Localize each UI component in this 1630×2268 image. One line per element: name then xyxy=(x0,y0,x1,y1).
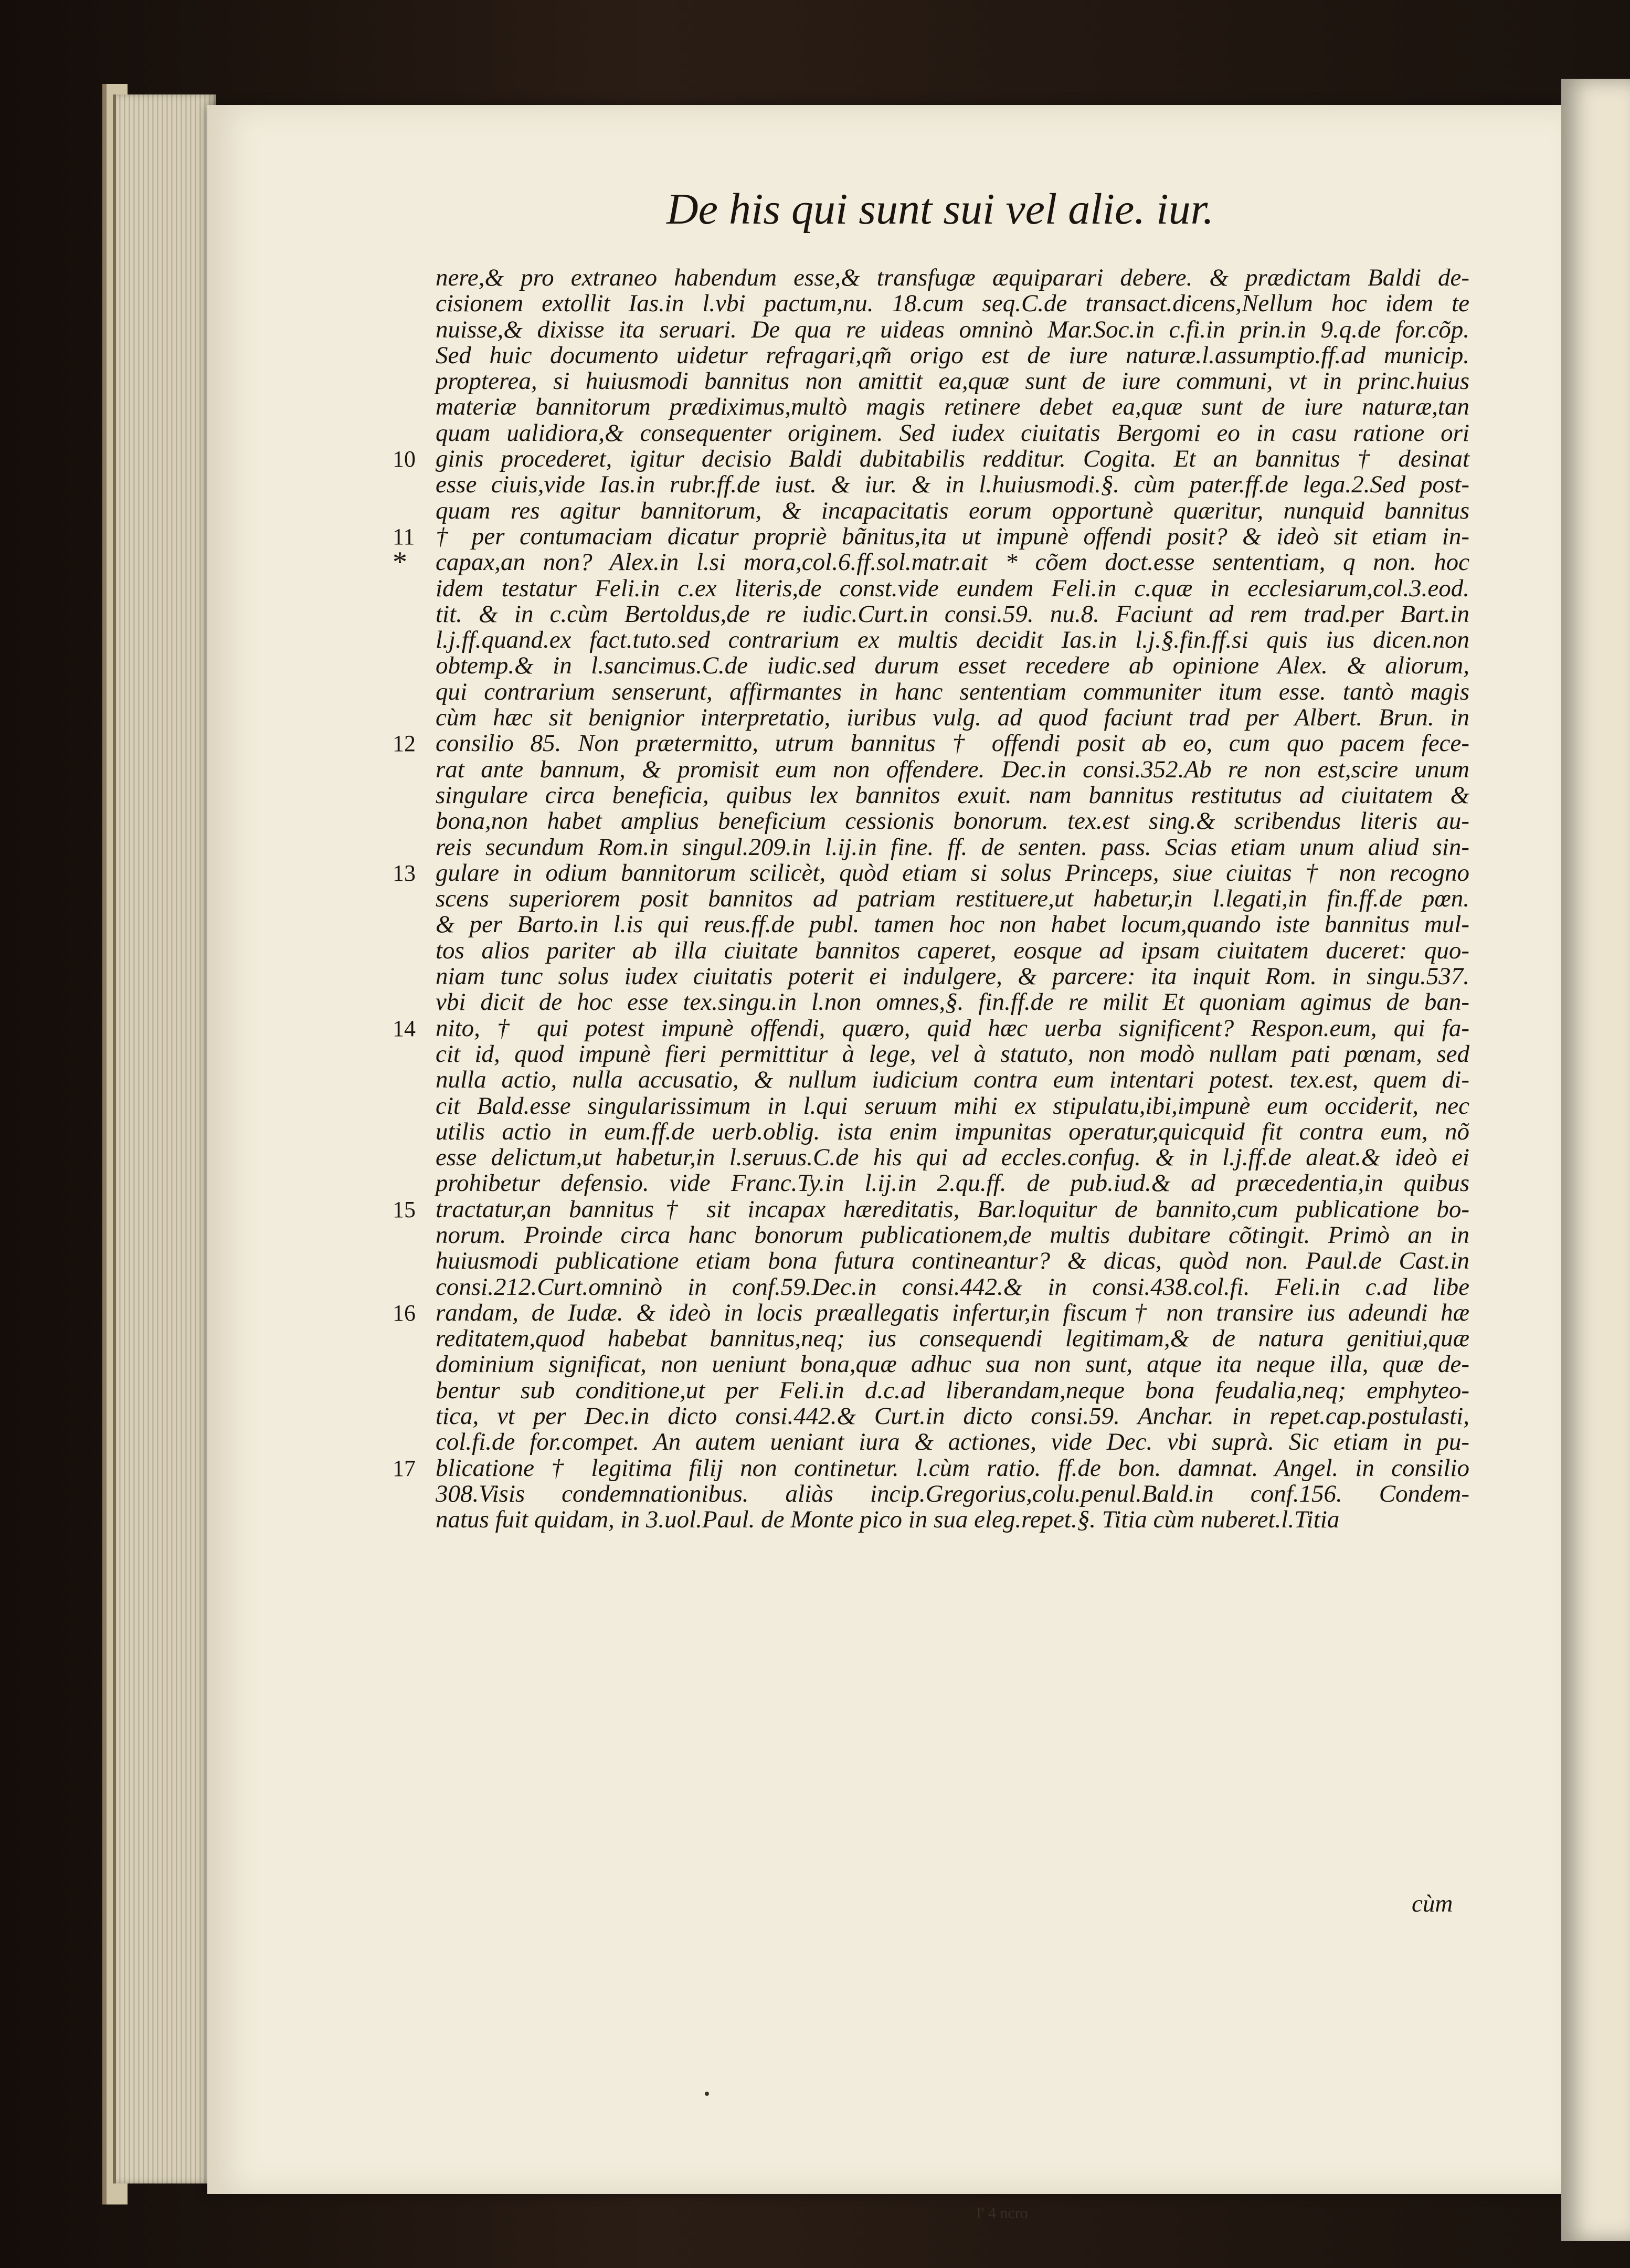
line-text: natus fuit quidam, in 3.uol.Paul. de Monte pico in sua eleg.repet.§. Titia cùm nuberet.l.Titia xyxy=(436,1506,1340,1534)
text-line xyxy=(436,343,1469,368)
text-line xyxy=(436,1507,1469,1533)
line-text: cùm hæc sit benignior interpretatio, iuribus vulg. ad quod faciunt trad per Albert. Brun. in xyxy=(436,704,1469,732)
text-line xyxy=(436,989,1469,1015)
line-text: quam res agitur bannitorum, & incapacitatis eorum opportunè quæritur, nunquid bannitus xyxy=(436,497,1469,524)
line-text: ginis procederet, igitur decisio Baldi dubitabilis redditur. Cogita. Et an bannitus † desinat xyxy=(436,445,1469,473)
line-text: 308.Visis condemnationibus. aliàs incip.Gregorius,colu.penul.Bald.in conf.156. Condem- xyxy=(436,1480,1469,1507)
line-text: capax,an non? Alex.in l.si mora,col.6.ff.sol.matr.ait * cõem doct.esse sententiam, q non. hoc xyxy=(436,548,1469,576)
line-text: gulare in odium bannitorum scilicèt, quòd etiam si solus Princeps, siue ciuitas † non recogno xyxy=(436,859,1469,887)
line-text: propterea, si huiusmodi bannitus non amittit ea,quæ sunt de iure communi, vt in princ.huius xyxy=(436,367,1469,395)
line-text: obtemp.& in l.sancimus.C.de iudic.sed durum esset recedere ab opinione Alex. & aliorum, xyxy=(436,652,1469,680)
line-text: niam tunc solus iudex ciuitatis poterit ei indulgere, & parcere: ita inquit Rom. in singu.537. xyxy=(436,963,1469,990)
text-line xyxy=(436,783,1469,808)
line-text: cisionem extollit Ias.in l.vbi pactum,nu. 18.cum seq.C.de transact.dicens,Nellum hoc idem te xyxy=(436,290,1469,318)
text-line xyxy=(393,445,1469,473)
line-text: & per Barto.in l.is qui reus.ff.de publ. tamen hoc non habet locum,quando iste bannitus mul- xyxy=(436,911,1469,938)
text-line xyxy=(393,730,1469,757)
ink-dot xyxy=(705,2092,709,2096)
line-text: tos alios pariter ab illa ciuitate bannitos caperet, eosque ad ipsam ciuitatem duceret: quo- xyxy=(436,936,1469,964)
text-line xyxy=(436,1352,1469,1377)
text-line xyxy=(436,472,1469,498)
line-text: utilis actio in eum.ff.de uerb.oblig. ista enim impunitas operatur,quicquid fit contra eum, nõ xyxy=(436,1117,1469,1145)
line-text: nito, † qui potest impunè offendi, quæro, quid hæc uerba significent? Respon.eum, qui fa- xyxy=(436,1014,1469,1042)
text-line xyxy=(436,627,1469,653)
text-line xyxy=(436,808,1469,834)
line-text: norum. Proinde circa hanc bonorum publicationem,de multis dubitare cõtingit. Primò an in xyxy=(436,1221,1469,1249)
text-line xyxy=(436,1429,1469,1455)
line-text: † per contumaciam dicatur propriè bãnitus,ita ut impunè offendi posit? & ideò sit etiam in- xyxy=(436,522,1469,550)
text-line xyxy=(436,912,1469,937)
text-line xyxy=(436,705,1469,731)
text-line xyxy=(436,1222,1469,1248)
line-text: bentur sub conditione,ut per Feli.in d.c.ad liberandam,neque bona feudalia,neq; emphyteo- xyxy=(436,1376,1469,1404)
text-line xyxy=(436,757,1469,783)
signature-mark: I' 4 ncro xyxy=(976,2204,1028,2222)
margin-number: 12 xyxy=(393,731,416,757)
text-line xyxy=(436,291,1469,317)
line-text: col.fi.de for.compet. An autem ueniant iura & actiones, vide Dec. vbi suprà. Sic etiam in pu- xyxy=(436,1428,1469,1456)
margin-number: 14 xyxy=(393,1015,416,1041)
text-line xyxy=(436,498,1469,524)
text-line xyxy=(393,1014,1469,1042)
margin-number: 10 xyxy=(393,446,416,472)
line-text: nuisse,& dixisse ita seruari. De qua re uideas omninò Mar.Soc.in c.fi.in prin.in 9.q.de for.cõp. xyxy=(436,315,1469,343)
text-line xyxy=(436,265,1469,291)
line-text: scens superiorem posit bannitos ad patriam restituere,ut habetur,in l.legati,in fin.ff.de pœn. xyxy=(436,885,1469,913)
text-line xyxy=(436,1274,1469,1300)
line-text: cit id, quod impunè fieri permittitur à lege, vel à statuto, non modò nullam pati pœnam, sed xyxy=(436,1040,1469,1068)
text-line xyxy=(436,368,1469,394)
text-line xyxy=(393,1454,1469,1482)
text-line xyxy=(393,1195,1469,1223)
line-text: dominium significat, non ueniunt bona,quæ adhuc sua non sunt, atque ita neque illa, quæ de- xyxy=(436,1351,1469,1378)
margin-number: 11 xyxy=(393,523,415,550)
margin-number: 17 xyxy=(393,1455,416,1481)
line-text: esse ciuis,vide Ias.in rubr.ff.de iust. & iur. & in l.huiusmodi.§. cùm pater.ff.de lega.2.Sed post- xyxy=(436,471,1469,499)
text-line xyxy=(436,317,1469,343)
margin-number: 16 xyxy=(393,1300,416,1326)
line-text: nere,& pro extraneo habendum esse,& transfugæ æquiparari debere. & prædictam Baldi de- xyxy=(436,264,1469,291)
text-line xyxy=(436,394,1469,420)
text-line xyxy=(436,1145,1469,1170)
line-text: consi.212.Curt.omninò in conf.59.Dec.in consi.442.& in consi.438.col.fi. Feli.in c.ad libe xyxy=(436,1273,1469,1301)
text-line xyxy=(436,420,1469,446)
line-text: esse delictum,ut habetur,in l.seruus.C.de his qui ad eccles.confug. & in l.j.ff.de aleat.& ideò ei xyxy=(436,1144,1469,1172)
text-line xyxy=(436,602,1469,627)
line-text: vbi dicit de hoc esse tex.singu.in l.non omnes,§. fin.ff.de re milit Et quoniam agimus de ban- xyxy=(436,988,1469,1016)
text-line xyxy=(436,576,1469,602)
line-text: randam, de Iudæ. & ideò in locis præallegatis infertur,in fiscum† non transire ius adeundi hæ xyxy=(436,1299,1469,1326)
line-text: rat ante bannum, & promisit eum non offendere. Dec.in consi.352.Ab re non est,scire unum xyxy=(436,755,1469,783)
margin-number: 13 xyxy=(393,860,416,886)
text-line xyxy=(436,1248,1469,1274)
line-text: bona,non habet amplius beneficium cessionis bonorum. tex.est sing.& scribendus literis au- xyxy=(436,807,1469,835)
text-line xyxy=(436,1326,1469,1352)
text-line xyxy=(436,1481,1469,1507)
text-line xyxy=(393,859,1469,887)
text-line xyxy=(436,679,1469,705)
text-line xyxy=(436,1119,1469,1145)
text-line xyxy=(436,835,1469,860)
line-text: prohibetur defensio. vide Franc.Ty.in l.ij.in 2.qu.ff. de pub.iud.& ad præcedentia,in quibus xyxy=(436,1169,1469,1197)
line-text: consilio 85. Non prætermitto, utrum bannitus † offendi posit ab eo, cum quo pacem fece- xyxy=(436,730,1469,757)
body-text xyxy=(393,264,1469,1534)
line-text: idem testatur Feli.in c.ex literis,de const.vide eundem Feli.in c.quæ in ecclesiarum,col.3.eod. xyxy=(436,574,1469,602)
text-line xyxy=(436,1041,1469,1067)
line-text: nulla actio, nulla accusatio, & nullum iudicium contra eum intentari potest. tex.est, quem di- xyxy=(436,1066,1469,1094)
line-text: singulare circa beneficia, quibus lex bannitos exuit. nam bannitus restitutus ad ciuitatem & xyxy=(436,781,1469,809)
text-line xyxy=(436,1093,1469,1119)
facing-page-sliver xyxy=(1561,79,1630,2241)
line-text: reditatem,quod habebat bannitus,neq; ius consequendi legitimam,& de natura genitiui,quæ xyxy=(436,1325,1469,1353)
page-stack-edge xyxy=(113,94,216,2183)
text-line xyxy=(436,938,1469,964)
running-head: De his qui sunt sui vel alie. iur. xyxy=(666,185,1214,234)
line-text: cit Bald.esse singularissimum in l.qui seruum mihi ex stipulatu,ibi,impunè eum occiderit, nec xyxy=(436,1092,1469,1120)
text-line xyxy=(393,522,1469,550)
margin-number: 15 xyxy=(393,1196,416,1222)
text-line xyxy=(436,1067,1469,1093)
line-text: quam ualidiora,& consequenter originem. Sed iudex ciuitatis Bergomi eo in casu ratione ori xyxy=(436,419,1469,447)
line-text: qui contrarium senserunt, affirmantes in hanc sententiam communiter itum esse. tantò magis xyxy=(436,678,1469,705)
text-line xyxy=(436,1404,1469,1429)
line-text: Sed huic documento uidetur refragari,qm̃ origo est de iure naturæ.l.assumptio.ff.ad municip. xyxy=(436,341,1469,369)
catchword: cùm xyxy=(1412,1890,1453,1917)
line-text: reis secundum Rom.in singul.209.in l.ij.in fine. ff. de senten. pass. Scias etiam unum aliud sin- xyxy=(436,833,1469,861)
text-line xyxy=(436,964,1469,989)
margin-number: * xyxy=(393,546,407,579)
text-line xyxy=(436,653,1469,679)
text-line xyxy=(436,886,1469,912)
line-text: tit. & in c.cùm Bertoldus,de re iudic.Curt.in consi.59. nu.8. Faciunt ad rem trad.per Bart.in xyxy=(436,600,1469,628)
line-text: l.j.ff.quand.ex fact.tuto.sed contrarium ex multis decidit Ias.in l.j.§.fin.ff.si quis ius dicen.non xyxy=(436,626,1469,654)
text-line xyxy=(436,1378,1469,1404)
line-text: blicatione † legitima filij non continetur. l.cùm ratio. ff.de bon. damnat. Angel. in consilio xyxy=(436,1454,1469,1482)
line-text: huiusmodi publicatione etiam bona futura contineantur? & dicas, quòd non. Paul.de Cast.in xyxy=(436,1247,1469,1275)
text-line xyxy=(393,1299,1469,1326)
line-text: materiæ bannitorum prædiximus,multò magis retinere debet ea,quæ sunt de iure naturæ,tan xyxy=(436,393,1469,421)
text-line xyxy=(436,1170,1469,1196)
text-line xyxy=(393,546,1469,579)
line-text: tica, vt per Dec.in dicto consi.442.& Curt.in dicto consi.59. Anchar. in repet.cap.postulasti, xyxy=(436,1402,1469,1430)
line-text: tractatur,an bannitus† sit incapax hæreditatis, Bar.loquitur de bannito,cum publicatione bo- xyxy=(436,1195,1469,1223)
